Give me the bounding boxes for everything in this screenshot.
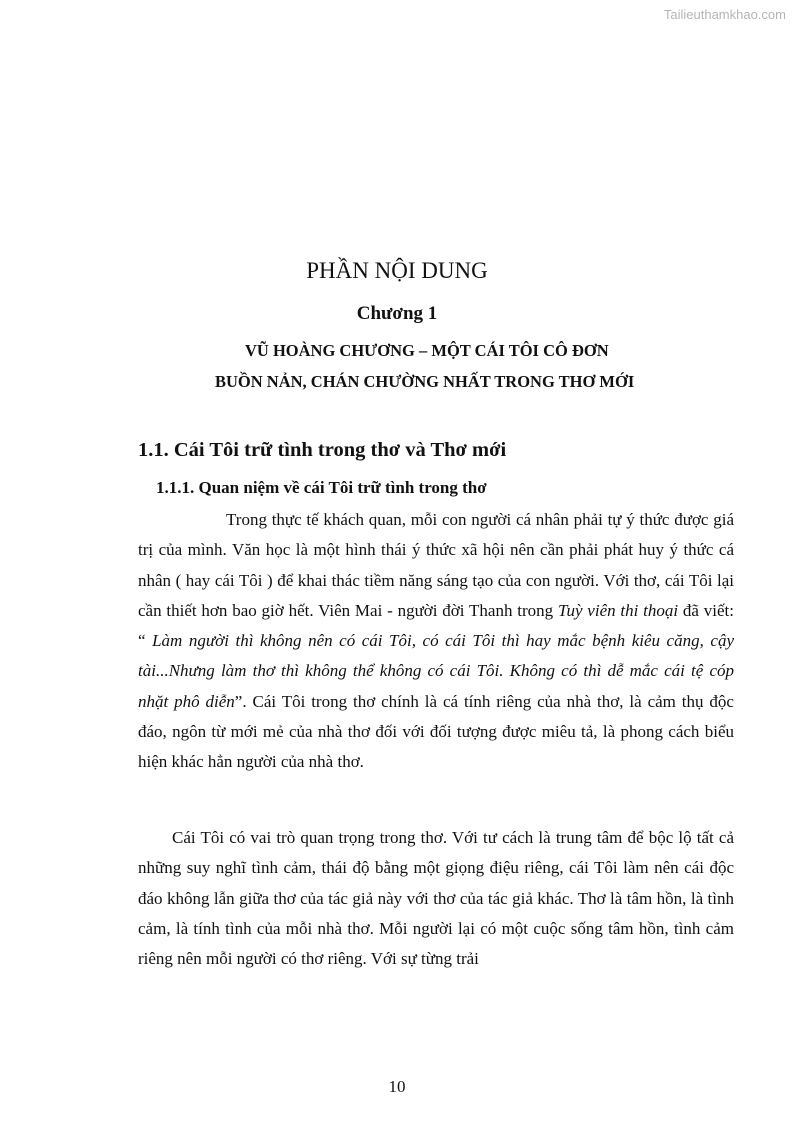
paragraph-1-lead: đã viết: “ [138,600,734,651]
section-heading-1-1-1: 1.1.1. Quan niệm về cái Tôi trữ tình trong thơ [156,478,487,497]
book-title: Tuỳ viên thi thoại [557,600,679,620]
quotation: Làm người thì không nên có cái Tôi, có cái Tôi thì hay mắc bệnh kiêu căng, cậy tài...Nhưng làm thơ thì không thể không có cái Tôi. Không có thì dễ mắc cái tệ cóp nhặt phô diễn [138,631,734,711]
chapter-title-line-1: VŨ HOÀNG CHƯƠNG – MỘT CÁI TÔI CÔ ĐƠN [245,341,609,360]
body-paragraph-2: Cái Tôi có vai trò quan trọng trong thơ. Với tư cách là trung tâm để bộc lộ tất cả những suy nghĩ tình cảm, thái độ bằng một giọng điệu riêng, cái Tôi làm nên cái độc đáo không lẫn giữa thơ của tác giả này với thơ của tác giả khác. Thơ là tâm hồn, là tình cảm, là tính tình của mỗi nhà thơ. Mỗi người lại có một cuộc sống tâm hồn, tình cảm riêng nên mỗi người có thơ riêng. Với sự từng trải [138,828,734,969]
part-title: PHẦN NỘI DUNG [306,258,488,283]
paragraph-1-rest: ”. Cái Tôi trong thơ chính là cá tính riêng của nhà thơ, là cảm thụ độc đáo, ngôn từ mới mẻ của nhà thơ đối với đối tượng được miêu tả, là phong cách biểu hiện khác hẳn người của nhà thơ. [138,691,734,772]
watermark: Tailieuthamkhao.com [663,7,786,22]
chapter-title-line-2: BUỒN NẢN, CHÁN CHƯỜNG NHẤT TRONG THƠ MỚI [215,372,635,391]
chapter-label: Chương 1 [356,303,438,324]
section-heading-1-1: 1.1. Cái Tôi trữ tình trong thơ và Thơ mới [138,439,507,461]
page-number: 10 [388,1077,406,1096]
body-paragraph-1 [138,505,734,778]
paragraph-1-intro: Trong thực tế khách quan, mỗi con người cá nhân phải tự ý thức được giá trị của mình. Văn học là một hình thái ý thức xã hội nên cần phải phát huy ý thức cá nhân ( hay cái Tôi ) để khai thác tiềm năng sáng tạo của con người. Với thơ, cái Tôi lại cần thiết hơn bao giờ hết. Viên Mai - người đời Thanh trong [138,510,734,620]
